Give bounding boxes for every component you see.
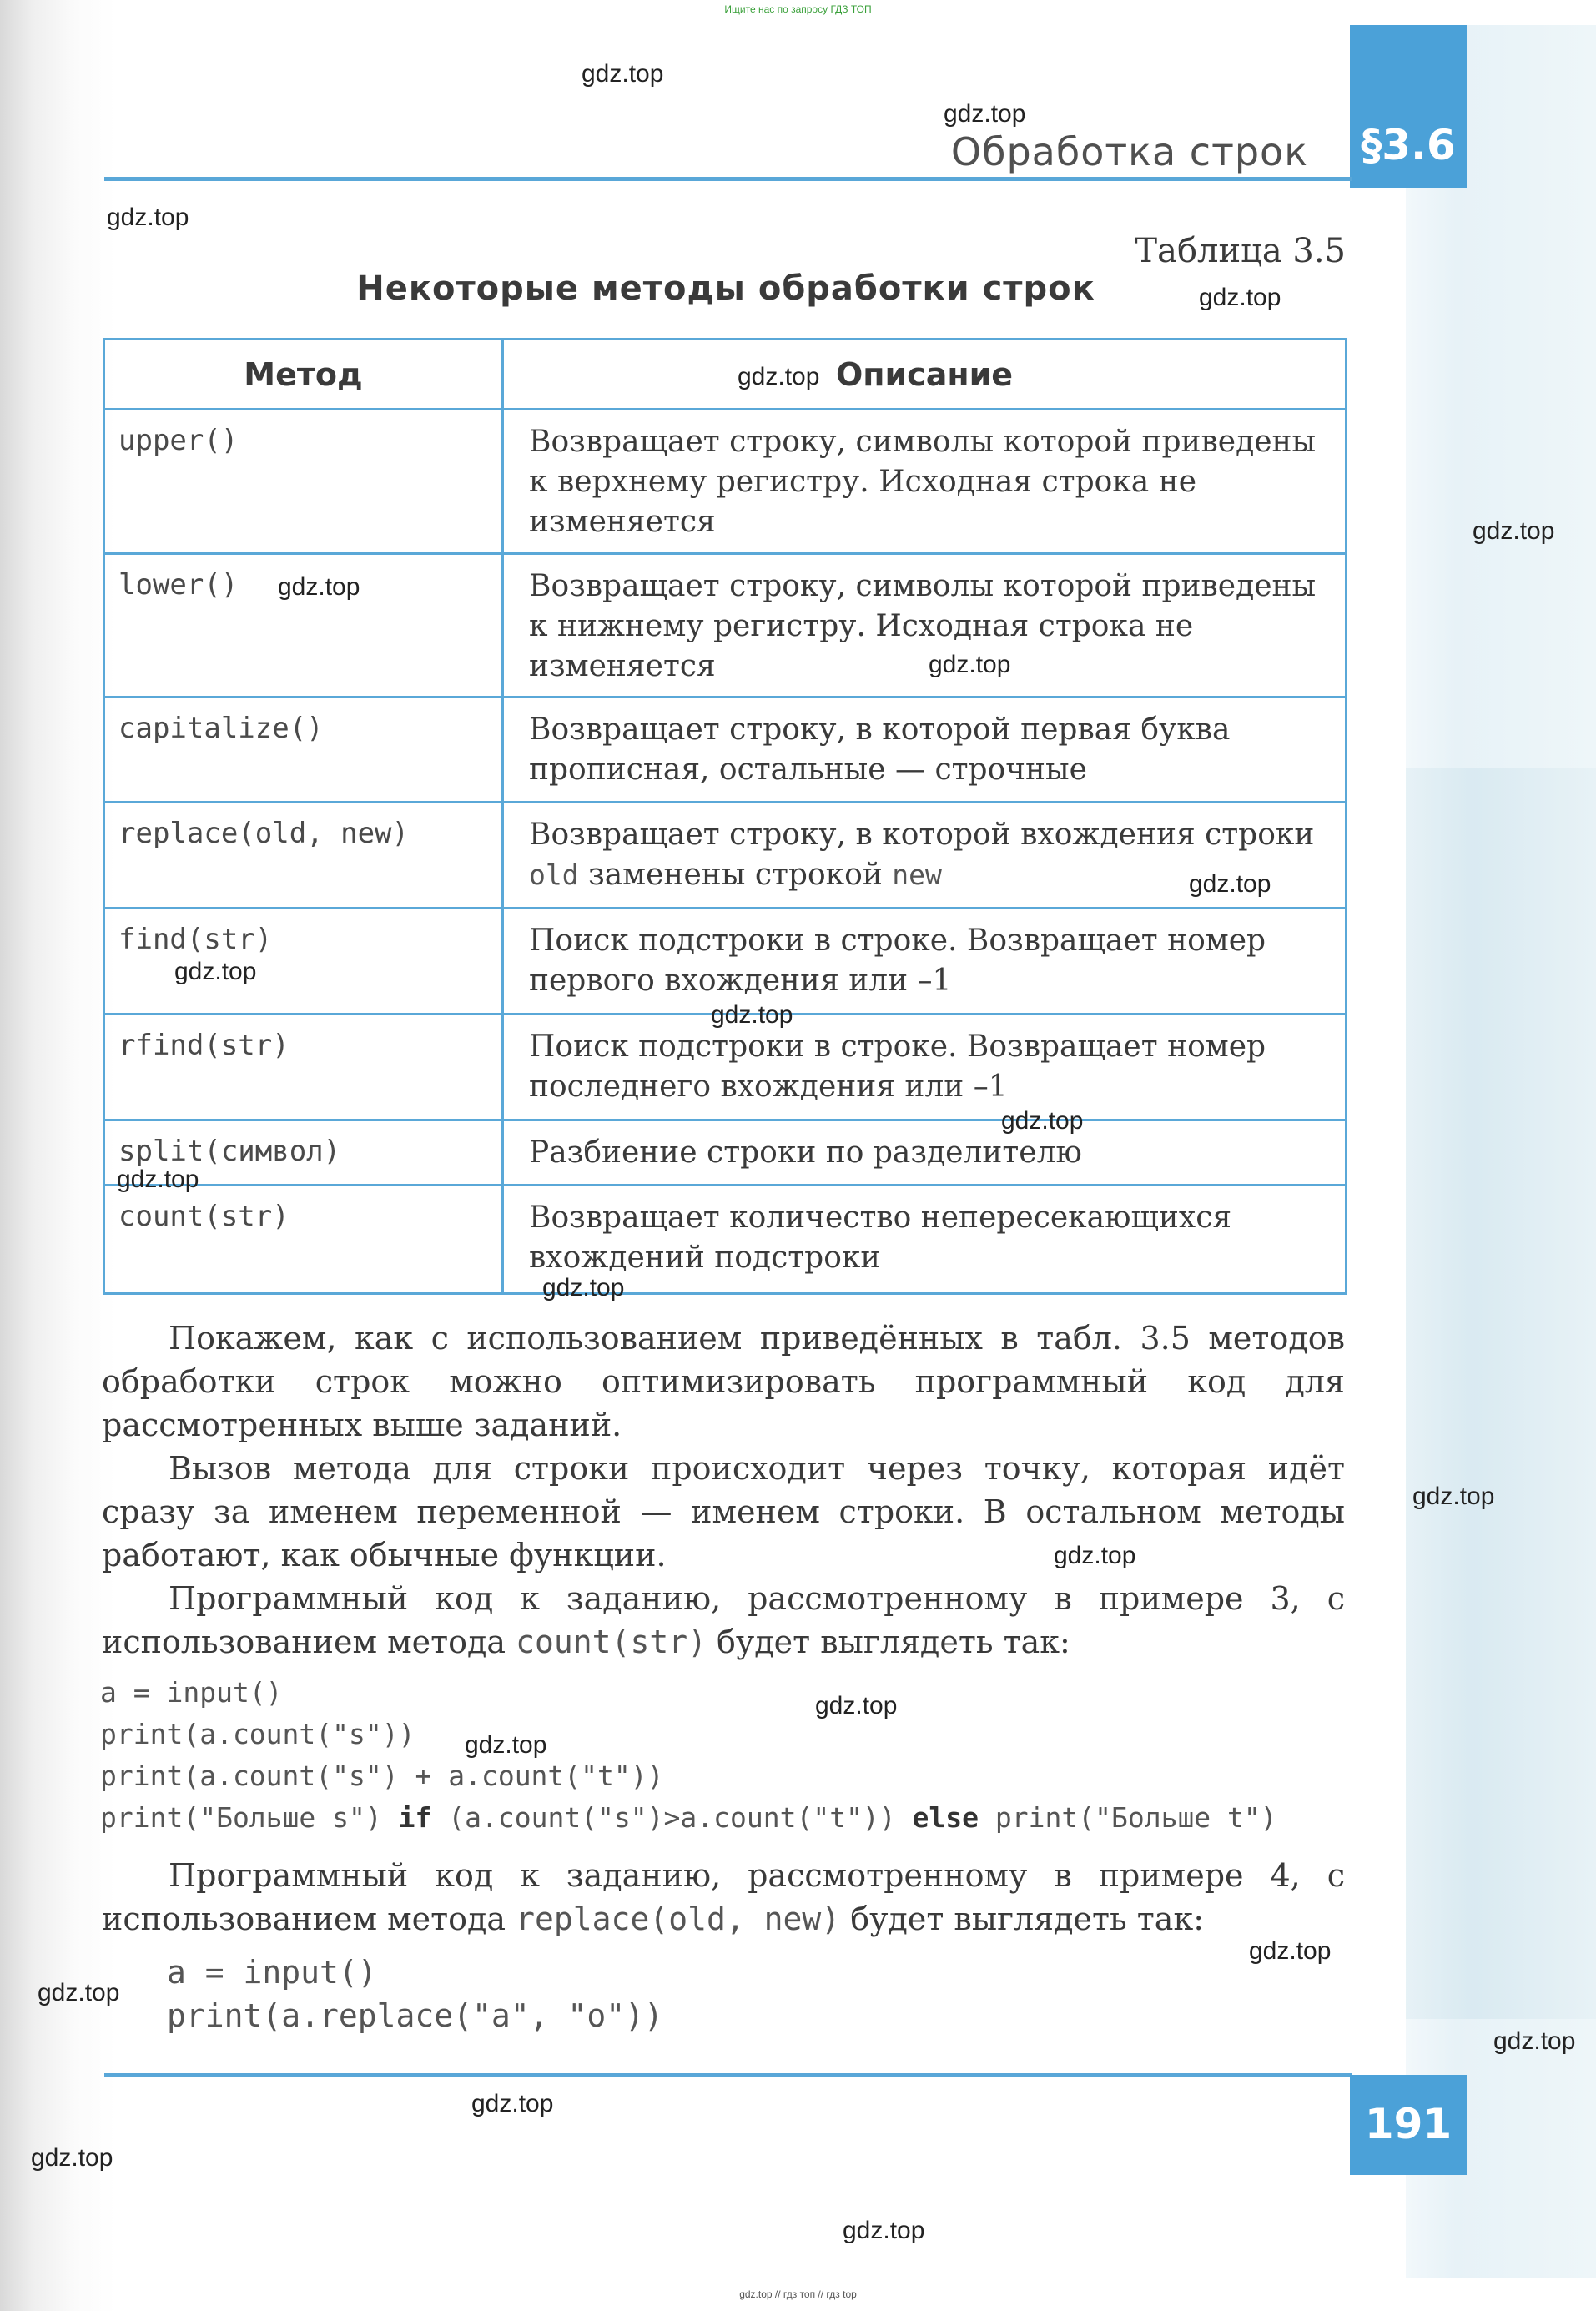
watermark: gdz.top	[31, 2144, 113, 2172]
page-header-title: Обработка строк	[950, 129, 1308, 174]
description-cell: Возвращает строку, символы которой приведены к нижнему регистру. Исходная строка не изменяется	[503, 554, 1347, 697]
watermark: gdz.top	[1001, 1107, 1084, 1135]
watermark: gdz.top	[944, 100, 1026, 128]
explanation-text	[102, 1317, 1345, 1664]
watermark: gdz.top	[38, 1979, 120, 2006]
watermark: gdz.top	[1473, 517, 1555, 545]
method-cell: capitalize()	[104, 697, 503, 803]
table-caption: Некоторые методы обработки строк	[356, 269, 1095, 308]
code-line	[100, 1801, 1277, 1834]
description-cell: Возвращает количество непересекающихся вхождений подстроки	[503, 1186, 1347, 1294]
method-cell: rfind(str)	[104, 1015, 503, 1120]
description-code: new	[892, 858, 942, 891]
methods-table	[103, 338, 1347, 1295]
code-part: print("Больше s")	[100, 1801, 399, 1834]
paragraph-text: будет выглядеть так:	[717, 1624, 1070, 1660]
code-keyword: else	[912, 1801, 979, 1834]
paragraph: Покажем, как с использованием приведённых в табл. 3.5 методов обработки строк можно оптимизировать программный код для рассмотренных выше заданий.	[102, 1320, 1345, 1443]
method-cell: upper()	[104, 410, 503, 554]
watermark: gdz.top	[174, 958, 257, 985]
table-row	[104, 1186, 1347, 1294]
watermark: gdz.top	[711, 1001, 793, 1029]
column-header-method: Метод	[104, 340, 503, 410]
method-cell: find(str)	[104, 909, 503, 1015]
code-line: print(a.count("s") + a.count("t"))	[100, 1760, 664, 1792]
paragraph	[102, 1854, 1345, 1941]
table-row	[104, 410, 1347, 554]
table-row	[104, 1120, 1347, 1186]
watermark: gdz.top	[1249, 1937, 1332, 1965]
paragraph-text: будет выглядеть так:	[850, 1901, 1204, 1937]
site-notice-bottom: gdz.top // гдз топ // гдз top	[739, 2288, 857, 2300]
code-line: print(a.count("s"))	[100, 1718, 415, 1750]
watermark: gdz.top	[278, 573, 360, 601]
description-cell: Возвращает строку, в которой первая буква прописная, остальные — строчные	[503, 697, 1347, 803]
watermark: gdz.top	[465, 1731, 547, 1759]
header-rule	[104, 177, 1352, 181]
watermark: gdz.top	[1054, 1542, 1136, 1569]
description-cell: Разбиение строки по разделителю	[503, 1120, 1347, 1186]
code-keyword: if	[398, 1801, 432, 1834]
watermark: gdz.top	[815, 1692, 898, 1719]
footer-rule	[104, 2073, 1352, 2077]
site-notice-top: Ищите нас по запросу ГДЗ ТОП	[724, 3, 872, 15]
table-row	[104, 803, 1347, 909]
paragraph-text: Программный код к заданию, рассмотренному в примере 4, с использованием метода	[102, 1857, 1345, 1937]
inline-code: replace(old, new)	[516, 1901, 841, 1937]
description-cell: Возвращает строку, символы которой приведены к верхнему регистру. Исходная строка не изменяется	[503, 410, 1347, 554]
watermark: gdz.top	[929, 651, 1011, 678]
method-cell: split(символ)	[104, 1120, 503, 1186]
code-line: a = input()	[100, 1676, 283, 1709]
description-text: заменены строкой	[588, 858, 883, 892]
paragraph	[102, 1577, 1345, 1664]
table-row	[104, 697, 1347, 803]
watermark: gdz.top	[738, 363, 820, 390]
description-code: old	[529, 858, 579, 891]
paragraph-text: Программный код к заданию, рассмотренному в примере 3, с использованием метода	[102, 1580, 1345, 1660]
code-line: print(a.replace("a", "o"))	[167, 1997, 663, 2034]
column-header-description: Описание	[503, 340, 1347, 410]
code-part: print("Больше t")	[979, 1801, 1277, 1834]
section-badge: §3.6	[1350, 25, 1467, 188]
description-cell: Поиск подстроки в строке. Возвращает номер последнего вхождения или –1	[503, 1015, 1347, 1120]
page-number: 191	[1350, 2075, 1467, 2175]
paragraph: Вызов метода для строки происходит через точку, которая идёт сразу за именем переменной — именем строки. В остальном методы работают, как обычные функции.	[102, 1450, 1345, 1573]
next-page-edge-shadow	[1406, 768, 1596, 2019]
code-block-count	[100, 1672, 1277, 1839]
explanation-text-2	[102, 1854, 1345, 1941]
description-text: Возвращает строку, в которой вхождения строки	[529, 818, 1315, 852]
watermark: gdz.top	[117, 1166, 199, 1193]
inline-code: count(str)	[516, 1624, 707, 1660]
method-cell: lower()	[104, 554, 503, 697]
code-block-replace	[167, 1951, 663, 2037]
code-line: a = input()	[167, 1954, 377, 1991]
table-row	[104, 1015, 1347, 1120]
table-row	[104, 909, 1347, 1015]
watermark: gdz.top	[1199, 284, 1281, 311]
watermark: gdz.top	[843, 2217, 925, 2244]
watermark: gdz.top	[1493, 2027, 1576, 2055]
watermark: gdz.top	[471, 2090, 554, 2117]
watermark: gdz.top	[1189, 870, 1271, 898]
method-cell: replace(old, new)	[104, 803, 503, 909]
watermark: gdz.top	[107, 204, 189, 231]
watermark: gdz.top	[542, 1274, 625, 1302]
code-part: (a.count("s")>a.count("t"))	[431, 1801, 913, 1834]
table-number: Таблица 3.5	[1135, 232, 1346, 270]
watermark: gdz.top	[582, 60, 664, 88]
description-cell: Поиск подстроки в строке. Возвращает номер первого вхождения или –1	[503, 909, 1347, 1015]
watermark: gdz.top	[1412, 1483, 1495, 1510]
table-header-row	[104, 340, 1347, 410]
method-cell: count(str)	[104, 1186, 503, 1294]
